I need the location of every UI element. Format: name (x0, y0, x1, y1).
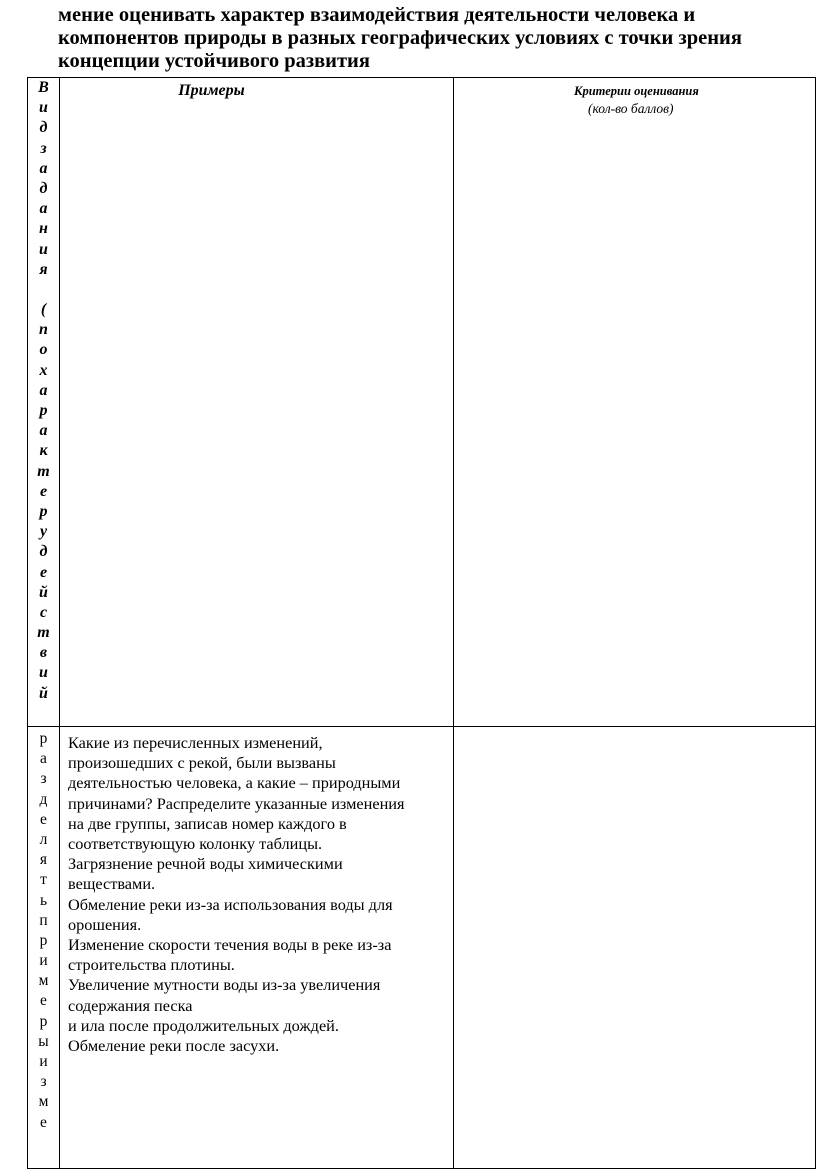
vertical-letter: з (40, 770, 47, 788)
vertical-letter: у (39, 523, 48, 541)
example-text-line: Обмеление реки после засухи. (68, 1036, 280, 1056)
vertical-letter: т (37, 462, 50, 480)
example-text (68, 733, 449, 1056)
vertical-letter: т (40, 871, 47, 889)
vertical-letter: р (39, 502, 48, 520)
vertical-letter: з (40, 1073, 47, 1091)
vertical-letter: В (38, 79, 49, 96)
example-text-line: строительства плотины. (68, 955, 235, 975)
vertical-letter: ы (38, 1032, 49, 1050)
example-text-line: орошения. (68, 914, 142, 934)
vertical-letter: а (39, 381, 48, 399)
vertical-letter: с (39, 603, 48, 621)
vertical-letter: й (39, 684, 48, 702)
document-heading (58, 4, 814, 73)
task-type-vertical-label (28, 78, 59, 704)
assessment-table (27, 77, 816, 1169)
vertical-letter: и (39, 240, 48, 258)
criteria-header (454, 78, 815, 118)
criteria-title: Критерии оценивания (574, 84, 699, 98)
table-header-row (28, 78, 816, 727)
example-text-line: причинами? Распределите указанные изменения (68, 793, 405, 813)
table-row (28, 727, 816, 1169)
vertical-letter: р (39, 730, 48, 747)
example-text-line: соответствующую колонку таблицы. (68, 834, 323, 854)
vertical-letter: а (39, 159, 48, 177)
vertical-letter: м (38, 972, 49, 990)
vertical-letter: е (40, 992, 47, 1010)
vertical-letter: д (39, 543, 48, 561)
vertical-letter: й (39, 583, 48, 601)
vertical-letter: р (39, 402, 48, 419)
example-text-line: и ила после продолжительных дождей. (68, 1015, 339, 1035)
vertical-letter: я (39, 260, 48, 278)
vertical-letter: е (40, 1113, 47, 1131)
vertical-letter: а (40, 750, 47, 768)
vertical-letter: х (39, 361, 48, 379)
vertical-letter: а (39, 422, 48, 440)
task-type-header-cell (28, 78, 60, 727)
example-text-line: Обмеление реки из-за использования воды для (68, 894, 393, 914)
vertical-letter: е (39, 563, 48, 581)
example-text-line: Какие из перечисленных изменений, (68, 733, 323, 752)
vertical-letter: и (39, 952, 48, 970)
criteria-empty-cell (454, 727, 816, 1169)
vertical-letter: я (39, 851, 48, 869)
examples-header-cell (60, 78, 454, 727)
vertical-letter: а (39, 200, 48, 218)
example-text-line: Увеличение мутности воды из-за увеличения (68, 975, 381, 995)
vertical-letter: р (39, 1012, 48, 1030)
example-text-line: содержания песка (68, 995, 193, 1015)
example-text-line: произошедших с рекой, были вызваны (68, 753, 336, 773)
criteria-subtitle: (кол-во баллов) (588, 101, 674, 116)
vertical-letter: м (38, 1093, 49, 1111)
criteria-header-cell (454, 78, 816, 727)
vertical-letter: з (40, 139, 47, 157)
vertical-letter: п (39, 911, 48, 929)
heading-line-3: концепции устойчивого развития (58, 50, 370, 72)
vertical-letter: и (39, 99, 48, 117)
vertical-letter: е (39, 482, 48, 500)
vertical-letter: л (39, 830, 48, 848)
vertical-letter: р (39, 931, 48, 949)
vertical-letter: о (39, 341, 48, 359)
vertical-letter: ь (39, 891, 48, 909)
vertical-letter: и (39, 1053, 48, 1070)
task-action-cell (28, 727, 60, 1169)
example-text-line: Изменение скорости течения воды в реке из-за (68, 935, 392, 955)
vertical-letter: д (39, 119, 48, 137)
task-action-vertical-label (28, 729, 59, 1133)
vertical-letter: т (37, 624, 50, 642)
example-text-line: на две группы, записав номер каждого в (68, 813, 347, 833)
vertical-letter: д (39, 179, 48, 197)
vertical-letter: и (39, 664, 48, 682)
vertical-letter: п (39, 321, 48, 339)
example-text-line: Загрязнение речной воды химическими (68, 854, 343, 874)
vertical-letter: к (39, 442, 48, 460)
example-text-line: деятельностью человека, а какие – природными (68, 773, 401, 793)
vertical-letter: ( (40, 301, 47, 319)
example-text-cell (60, 727, 454, 1169)
heading-line-1: мение оценивать характер взаимодействия деятельности человека и (58, 4, 696, 26)
heading-line-2: компонентов природы в разных географических условиях с точки зрения (58, 27, 742, 49)
examples-header: Примеры (178, 82, 245, 99)
vertical-letter: н (39, 220, 48, 238)
example-text-line: веществами. (68, 874, 156, 894)
vertical-letter: д (39, 790, 48, 808)
vertical-letter: е (40, 810, 47, 828)
vertical-letter: в (39, 644, 48, 662)
